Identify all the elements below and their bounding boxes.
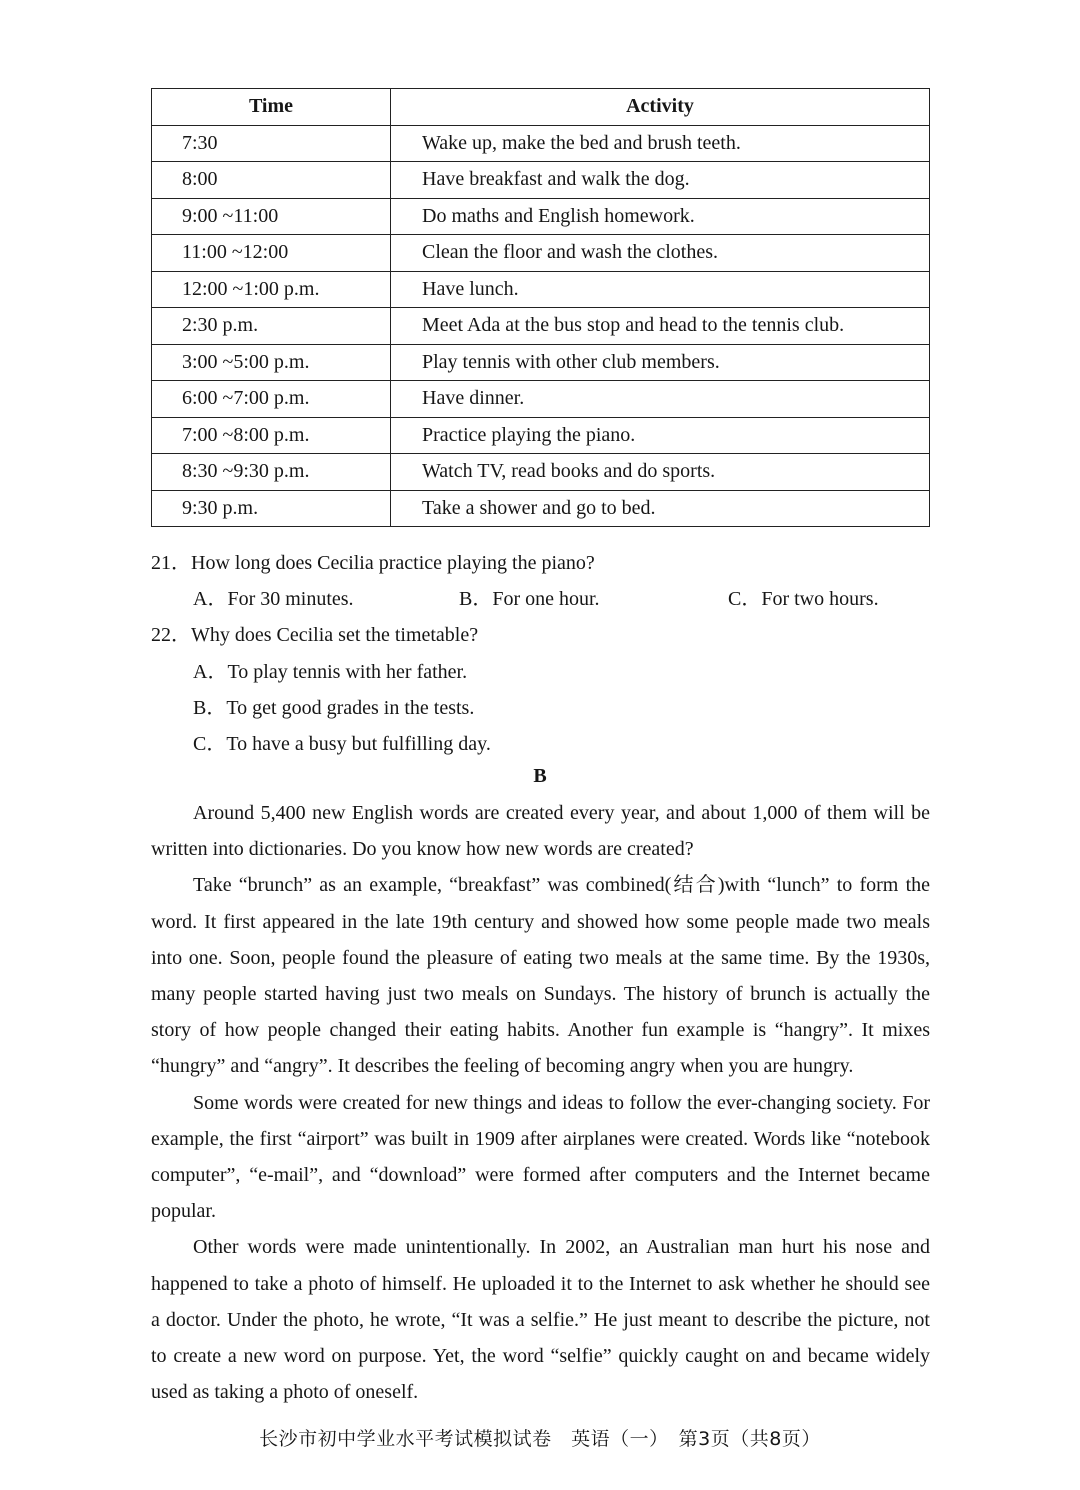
activity-cell: Take a shower and go to bed.: [391, 490, 930, 527]
table-row: [152, 125, 930, 162]
table-row: [152, 198, 930, 235]
time-cell: 8:30 ~9:30 p.m.: [152, 454, 391, 491]
activity-cell: Have dinner.: [391, 381, 930, 418]
activity-cell: Clean the floor and wash the clothes.: [391, 235, 930, 272]
question-21-option-a: A．For 30 minutes.: [193, 588, 354, 610]
time-cell: 9:30 p.m.: [152, 490, 391, 527]
table-row: [152, 417, 930, 454]
passage-paragraph-4: Other words were made unintentionally. In 2002, an Australian man hurt his nose and happened to take a photo of himself. He uploaded it to the Internet to ask whether he should see a doctor. Under the photo, he wrote, “It was a selfie.” He just meant to describe the picture, not to create a new word on purpose. Yet, the word “selfie” quickly caught on and became widely used as taking a photo of oneself.: [151, 1236, 930, 1404]
table-row: [152, 454, 930, 491]
table-header-row: [152, 89, 930, 126]
time-cell: 3:00 ~5:00 p.m.: [152, 344, 391, 381]
table-row: [152, 235, 930, 272]
timetable-body: [152, 125, 930, 527]
activity-cell: Do maths and English homework.: [391, 198, 930, 235]
table-row: [152, 308, 930, 345]
time-cell: 7:00 ~8:00 p.m.: [152, 417, 391, 454]
activity-cell: Practice playing the piano.: [391, 417, 930, 454]
question-22-option-b: B．To get good grades in the tests.: [193, 697, 475, 719]
column-header-activity: Activity: [391, 89, 930, 126]
page-footer: 长沙市初中学业水平考试模拟试卷 英语（一） 第3页（共8页）: [259, 1428, 821, 1450]
table-row: [152, 162, 930, 199]
passage-paragraph-1: Around 5,400 new English words are created every year, and about 1,000 of them will be written into dictionaries. Do you know how new words are created?: [151, 802, 930, 861]
question-22-option-a: A．To play tennis with her father.: [193, 661, 468, 683]
column-header-time: Time: [152, 89, 391, 126]
question-21-option-c: C．For two hours.: [728, 588, 879, 610]
time-cell: 6:00 ~7:00 p.m.: [152, 381, 391, 418]
time-cell: 7:30: [152, 125, 391, 162]
question-21-stem: 21．How long does Cecilia practice playing the piano?: [151, 552, 595, 574]
activity-cell: Have lunch.: [391, 271, 930, 308]
time-cell: 9:00 ~11:00: [152, 198, 391, 235]
section-b-passage: [151, 795, 930, 1410]
section-b-heading: B: [533, 765, 547, 787]
table-row: [152, 271, 930, 308]
timetable: [151, 88, 930, 527]
question-22-option-c: C．To have a busy but fulfilling day.: [193, 733, 491, 755]
question-21-option-b: B．For one hour.: [459, 588, 600, 610]
time-cell: 2:30 p.m.: [152, 308, 391, 345]
activity-cell: Wake up, make the bed and brush teeth.: [391, 125, 930, 162]
time-cell: 11:00 ~12:00: [152, 235, 391, 272]
time-cell: 8:00: [152, 162, 391, 199]
time-cell: 12:00 ~1:00 p.m.: [152, 271, 391, 308]
activity-cell: Play tennis with other club members.: [391, 344, 930, 381]
table-row: [152, 490, 930, 527]
passage-paragraph-3: Some words were created for new things and ideas to follow the ever-changing society. For example, the first “airport” was built in 1909 after airplanes were created. Words like “notebook computer”, “e-mail”, and “download” were formed after computers and the Internet became popular.: [151, 1091, 930, 1223]
activity-cell: Have breakfast and walk the dog.: [391, 162, 930, 199]
table-row: [152, 381, 930, 418]
activity-cell: Watch TV, read books and do sports.: [391, 454, 930, 491]
table-row: [152, 344, 930, 381]
activity-cell: Meet Ada at the bus stop and head to the tennis club.: [391, 308, 930, 345]
question-22-stem: 22．Why does Cecilia set the timetable?: [151, 624, 479, 646]
passage-paragraph-2: Take “brunch” as an example, “breakfast” was combined(结合)with “lunch” to form the word. It first appeared in the late 19th century and showed how some people made two meals into one. Soon, people found the pleasure of eating two meals at the same time. By the 1930s, many people started having just two meals on Sundays. The history of brunch is actually the story of how people changed their eating habits. Another fun example is “hangry”. It mixes “hungry” and “angry”. It describes the feeling of becoming angry when you are hungry.: [151, 874, 930, 1078]
